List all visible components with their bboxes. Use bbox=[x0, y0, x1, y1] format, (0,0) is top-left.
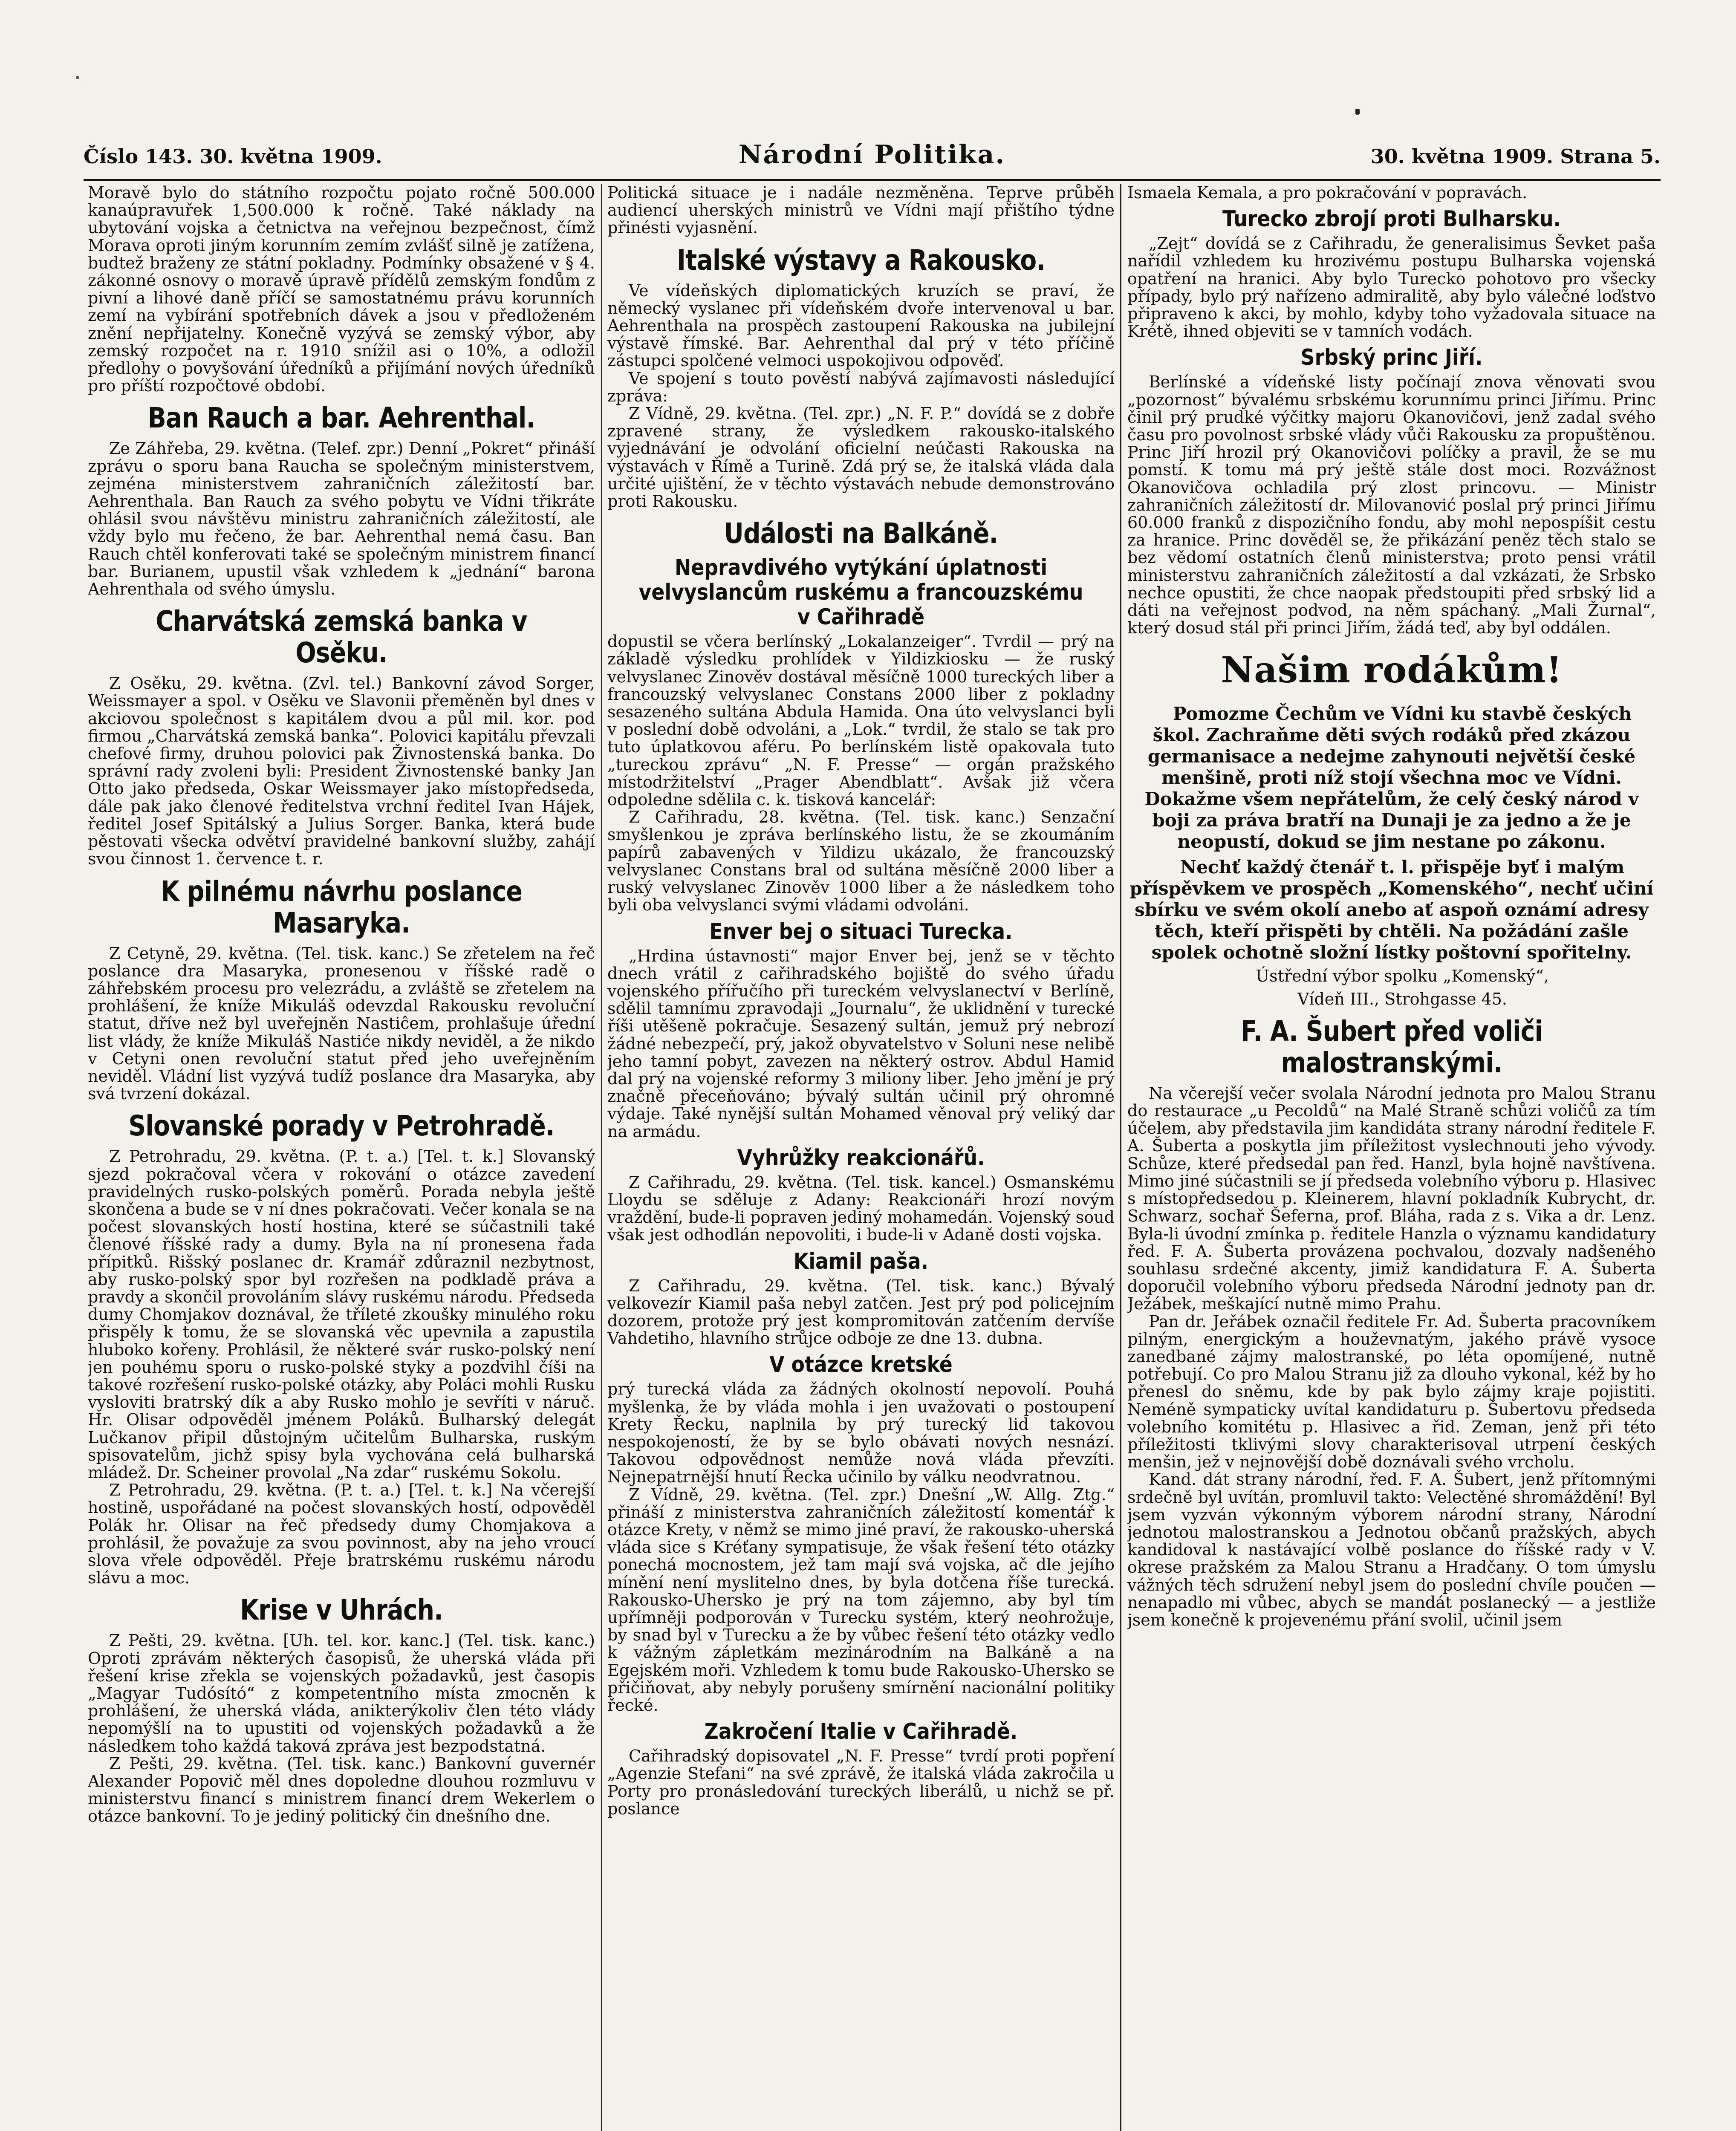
issue-number: Číslo 143. 30. května 1909. bbox=[84, 145, 382, 168]
article-paragraph: Ismaela Kemala, a pro pokračování v popravách. bbox=[1127, 184, 1528, 202]
article-paragraph: Berlínské a vídeňské listy počínají znova věnovati svou „pozornost“ bývalému srbskému korunnímu princi Jiřímu. Princ činil prý prudké výčitky majoru Okanovičovi, jenž zadal svého času pro povolnost srbské vlády vůči Rakousku za propuštěnou. Princ Jiří hrozil prý Okanovičovi políčky a pravil, že se mu pomstí. K tomu má prý ještě stále dost moci. Rozvážnost Okanovičova ochladila prý zlost princovu. — Ministr zahraničních záležitostí dr. Milovanović poslal prý princi Jiřímu 60.000 franků z dispozičního fondu, aby mohl nepospíšit cestu za hranice. Princ dověděl se, že přikázání peněz těch stalo se bez vědomí ostatních členů ministerstva; proto pensi vrátil ministerstvu zahraničních záležitostí a dal vzkázati, že Srbsko nechce opustiti, že chce naopak předstoupiti před srbský lid a dáti na veřejnost podvod, na něm spáchaný. „Mali Žurnal“, který dosud stál při princi Jiřím, žádá teď, aby byl oddálen. bbox=[1127, 372, 1656, 638]
appeal-text: Nechť každý čtenář t. l. přispěje byť i malým příspěvkem ve prospěch „Komenského“, nechť učiní sbírku ve svém okolí anebo ať aspoň oznámí adresy těch, kteří přispěti by chtěli. Na požádání zašle spolek ochotně složní lístky poštovní spořitelny. bbox=[1129, 857, 1654, 963]
article-paragraph: Politická situace je i nadále nezměněna. Teprve průběh audiencí uherských ministrů ve Vídni mají přištího týdne přinésti vyjasnění. bbox=[607, 184, 1115, 237]
article-paragraph: Z Cařihradu, 28. května. (Tel. tisk. kanc.) Senzační smyšlenkou je zpráva berlínského listu, že se zkoumáním papírů zabavených v Yildizu ukázalo, že francouzský velvyslanec Constans bral od sultána měsíčně 2000 liber a ruský velvyslanec Zinověv 1000 liber a že následkem toho byli oba velvyslanci svými vládami odvoláni. bbox=[607, 808, 1115, 915]
column-1 bbox=[88, 184, 595, 2131]
article-subheadline: V otázce kretské bbox=[769, 1352, 953, 1378]
article-headline: Krise v Uhrách. bbox=[240, 1594, 443, 1627]
appeal-headline: Našim rodákům! bbox=[1221, 649, 1563, 691]
article-paragraph: Z Osěku, 29. května. (Zvl. tel.) Bankovní závod Sorger, Weissmayer a spol. v Osěku ve Slavonii přeměněn byl dnes v akciovou společnost s kapitálem dvou a půl mil. kor. pod firmou „Charvátská zemská banka“. Polovici kapitálu převzali chefové firmy, druhou polovici pak Živnostenská banka. Do správní rady zvoleni byli: President Živnostenské banky Jan Otto jako předseda, Oskar Weissmayer jako místopředseda, dále pak jako členové ředitelstva vrchní ředitel Ivan Hájek, ředitel Josef Spitálský a Julius Sorger. Banka, která bude pěstovati všecka odvětví pravidelné bankovní služby, zahájí svou činnost 1. července t. r. bbox=[88, 674, 595, 869]
article-paragraph: Na včerejší večer svolala Národní jednota pro Malou Stranu do restaurace „u Pecoldů“ na Malé Straně schůzi voličů za tím účelem, aby představila jim kandidáta strany národní ředitele F. A. Šuberta a poskytla jim příležitost vyslechnouti jeho vývody. Schůze, které předsedal pan řed. Hanzl, byla hojně navštívena. Mimo jiné súčastnili se jí předseda volebního výboru p. Hlasivec s místopředsedou p. Kleinerem, hlavní pokladník Kubrycht, dr. Schwarz, sochař Šeferna, prof. Bláha, rada z s. Vika a dr. Lenz. Byla-li úvodní zmínka p. ředitele Hanzla o významu kandidatury řed. F. A. Šuberta provázena pochvalou, dozvaly nadšeného souhlasu srdečné akcenty, jimiž kandidatura F. A. Šuberta doporučil volebního výboru předseda Národní jednoty pan dr. Ježábek, meškající nutně mimo Prahu. bbox=[1127, 1083, 1656, 1314]
article-paragraph: prý turecká vláda za žádných okolností nepovolí. Pouhá myšlenka, že by vláda mohla i jen uvažovati o postoupení Krety Řecku, naplnila by prý turecký lid takovou nespokojeností, že by se bylo obávati nových nesnází. Takovou odpovědnost nemůže nová vláda převzíti. Nejnepatrnější hnutí Řecka učinilo by válku neodvratnou. bbox=[607, 1380, 1115, 1487]
article-paragraph: Z Cetyně, 29. května. (Tel. tisk. kanc.) Se zřetelem na řeč poslance dra Masaryka, pronesenou v říšské radě o záhřebském procesu pro velezrádu, a zvláště se zřetelem na prohlášení, že kníže Mikuláš odevzdal Rakousku revoluční statut, dříve než byl uveřejněn Nastiĉem, prohlašuje úřední list vlády, že kníže Mikuláš Nastiće nikdy neviděl, a že nikdo v Cetyni onen revoluční statut před jeho uveřejněním neviděl. Vládní list vyzývá tudíž poslance dra Masaryka, aby svá tvrzení dokázal. bbox=[88, 944, 595, 1103]
article-paragraph: Moravě bylo do státního rozpočtu pojato ročně 500.000 kanaúpravuřek 1,500.000 k ročně. Také náklady na ubytování vojska a četnictva na veřejnou bezpečnost, čímž Morava oproti jiným korunním zemím zvlášť silně je zatížena, budtež braženy ze státní pokladny. Podmínky obsažené v § 4. zákonné osnovy o moravě úpravě přídělů zemským fondům z pivní a lihové daně příčí se samostatnému právu korunních zemí na vybírání spotřebních dávek a jsou v předloženém znění nepřijatelny. Konečně vyzývá se zemský výbor, aby zemský rozpočet na r. 1910 snížil asi o 10%, a odložil předlohy o povyšování úředníků a přijímání nových úředníků pro příští rozpočtové období. bbox=[88, 184, 595, 396]
column-divider bbox=[1120, 184, 1121, 2131]
article-headline: Charvátská zemská banka v Osěku. bbox=[156, 605, 527, 670]
article-paragraph: Z Pešti, 29. května. (Tel. tisk. kanc.) Bankovní guvernér Alexander Popovič měl dnes dopoledne dlouhou rozmluvu v ministerstvu financí s ministrem financí drem Wekerlem o otázce bankovní. To je jediný politický čin dnešního dne. bbox=[88, 1754, 595, 1826]
article-subheadline: Kiamil paša. bbox=[793, 1248, 929, 1274]
article-subheadline: Turecko zbrojí proti Bulharsku. bbox=[1222, 206, 1561, 232]
article-subheadline: Nepravdivého vytýkání úplatnosti velvyslancům ruskému a francouzskému v Cařihradě bbox=[638, 555, 1083, 630]
article-paragraph: Ve vídeňských diplomatických kruzích se praví, že německý vyslanec při vídeňském dvoře intervenoval u bar. Aehrenthala na prospěch zastoupení Rakouska na jubilejní výstavě římské. Bar. Aehrenthal dal prý v této příčině zástupci spolčené velmoci uspokojivou odpověď. bbox=[607, 281, 1115, 370]
article-headline: F. A. Šubert před voliči malostranskými. bbox=[1240, 1014, 1543, 1079]
article-headline: Italské výstavy a Rakousko. bbox=[676, 243, 1046, 277]
article-subheadline: Zakročení Italie v Cařihradě. bbox=[704, 1719, 1018, 1745]
page-header bbox=[84, 137, 1661, 178]
header-rule bbox=[84, 179, 1661, 181]
article-paragraph: Z Vídně, 29. května. (Tel. zpr.) „N. F. P.“ dovídá se z dobře zpravené strany, že výsledkem rakousko-italského vyjednávání je odvolání oficielní neúčasti Rakouska na výstavách v Římě a Turině. Zdá prý se, že italská vláda dala určité ujištění, že v těchto výstavách nebude demonstrováno proti Rakousku. bbox=[607, 404, 1115, 511]
print-speck bbox=[1355, 109, 1360, 115]
article-paragraph: Z Cařihradu, 29. května. (Tel. tisk. kanc.) Bývalý velkovezír Kiamil paša nebyl zatčen. Jest prý pod policejním dozorem, protože prý jest kompromitován zatčením dervíše Vahdetiho, hlavního strůjce odboje ze dne 13. dubna. bbox=[607, 1276, 1115, 1348]
article-paragraph: Z Cařihradu, 29. května. (Tel. tisk. kancel.) Osmanskému Lloydu se sděluje z Adany: Reakcionáři hrozí novým vraždění, bude-li popraven jediný mohamedán. Vojenský soud však jest odhodlán nepovoliti, i bude-li v Adaně dosti vojska. bbox=[607, 1172, 1115, 1245]
newspaper-title: Národní Politika. bbox=[738, 140, 1006, 170]
article-subheadline: Srbský princ Jiří. bbox=[1300, 345, 1483, 371]
article-headline: Ban Rauch a bar. Aehrenthal. bbox=[147, 401, 535, 435]
appeal-text: Pomozme Čechům ve Vídni ku stavbě českých škol. Zachraňme děti svých rodáků před zkázou germanisace a nedejme zahynouti největší české menšině, proti níž stojí všechna moc ve Vídni. Dokažme všem nepřátelům, že celý český národ v boji za práva bratří na Dunaji je za jedno a že je neopustí, dokud se jim nestane po zákonu. bbox=[1144, 703, 1639, 852]
appeal-address: Vídeň III., Strohgasse 45. bbox=[1297, 989, 1508, 1008]
article-paragraph: Z Petrohradu, 29. května. (P. t. a.) [Tel. t. k.] Slovanský sjezd pokračoval včera v rokování o otázce zavedení pravidelných rusko-polských poměrů. Porada nebyla ještě skončena a bude se v ní dnes pokračovati. Večer konala se na počest slovanských hostí hostina, které se súčastnili také členové říšské rady a dumy. Byla na ní pronesena řada přípitků. Rišský poslanec dr. Kramář zdůraznil nezbytnost, aby rusko-polský spor byl rozřešen na podkladě práva a pravdy a skončil provoláním slávy ruskému národu. Předseda dumy Chomjakov doznával, že tříleté zkoušky minulého roku přispěly k tomu, že se slovanská věc upevnila a zapustila hluboko kořeny. Prohlásil, že některé svár rusko-polský není jen pouhému sporu o rusko-polské styky a pozdvihl číši na takové rozřešení rusko-polské otázky, aby Poláci mohli Rusku vysloviti bratrský dík a aby Rusko mohlo je sevříti v náruč. Hr. Olisar odpověděl jménem Poláků. Bulharský delegát Lučkanov připil důstojným učitelům Bulharska, ruským spisovatelům, jichž spisy byla vychována celá bulharská mládež. Dr. Scheiner provolal „Na zdar“ ruskému Sokolu. bbox=[88, 1147, 595, 1482]
article-paragraph: Ze Záhřeba, 29. května. (Telef. zpr.) Denní „Pokret“ přináší zprávu o sporu bana Raucha se společným ministerstvem, zejména ministerstvem zahraničních záležitostí bar. Aehrenthala. Ban Rauch za svého pobytu ve Vídni třikráte ohlásil svou návštěvu ministru zahraničních záležitostí, ale vždy bylo mu řečeno, že bar. Aehrenthal nemá času. Ban Rauch chtěl konferovati také se společným ministrem financí bar. Burianem, upustil však vzhledem k „jednání“ barona Aehrenthala od svého úmyslu. bbox=[88, 439, 595, 599]
article-paragraph: Z Vídně, 29. května. (Tel. zpr.) Dnešní „W. Allg. Ztg.“ přináší z ministerstva zahraničních záležitostí komentář k otázce Krety, v němž se mimo jiné praví, že rakousko-uherská vláda sice s Kréťany sympatisuje, že však řešení této otázky ponechá mocnostem, jež tam mají svá vojska, ač dle jejího mínění není myslitelno dnes, by byla dotčena říše turecká. Rakousko-Uhersko je prý na tom zájemno, aby byl tím upřímněji podporován v Turecku systém, který neohrožuje, by snad byl v Turecku a že by vůbec řešení této otázky vedlo k vážným zápletkám mezinárodním na Balkáně a na Egejském moři. Vzhledem k tomu bude Rakousko-Uhersko se přičiňovat, aby nebyly porušeny smírnění nacionální politiky řecké. bbox=[607, 1485, 1115, 1715]
article-paragraph: Cařihradský dopisovatel „N. F. Presse“ tvrdí proti popření „Agenzie Stefani“ na své zprávě, že italská vláda zakročila u Porty pro pronásledování tureckých liberálů, u nichž se př. poslance bbox=[607, 1747, 1115, 1818]
article-headline: Události na Balkáně. bbox=[724, 517, 998, 550]
article-paragraph: Z Pešti, 29. května. [Uh. tel. kor. kanc.] (Tel. tisk. kanc.) Oproti zprávám některých časopisů, že uherská vláda při řešení krise zřekla se vojenských požadavků, jest časopis „Magyar Tudósító“ z kompetentního místa zmocněn k prohlášení, že uherská vláda, anikterýkoliv člen této vlády nepomýšlí na to upustiti od vojenských požadavků a že následkem toho každá taková zpráva jest bezpodstatná. bbox=[88, 1631, 595, 1756]
article-paragraph: Z Petrohradu, 29. května. (P. t. a.) [Tel. t. k.] Na včerejší hostině, uspořádané na počest slovanských hostí, odpověděl Polák hr. Olisar na řeč předsedy dumy Chomjakova a prohlásil, že považuje za svou povinnost, aby na jeho vroucí slova vřele odpověděl. Přeje bratrskému ruskému národu slávu a moc. bbox=[88, 1481, 595, 1588]
article-headline: K pilnému návrhu poslance Masaryka. bbox=[160, 875, 522, 939]
column-3 bbox=[1127, 184, 1656, 2131]
article-paragraph: Kand. dát strany národní, řed. F. A. Šubert, jenž přítomnými srdečně byl uvítán, promluvil takto: Velectěné shromáždění! Byl jsem vyzván výkonným výborem národní strany, Národní jednotou malostranskou a Jednotou občanů pražských, abych kandidoval k nastávající volbě poslance do říšské rady v V. okrese pražském za Malou Stranu a Hradčany. O tom úmyslu vážných těch sdružení nebyl jsem do poslední chvíle poučen — nenapadlo mi vůbec, abych se mandát poslanecký — a jestliže jsem konečně k projevenému přání svolil, učinil jsem bbox=[1127, 1470, 1656, 1629]
article-subheadline: Enver bej o situaci Turecka. bbox=[709, 918, 1013, 944]
article-paragraph: „Zejt“ dovídá se z Cařihradu, že generalisimus Ševket paša nařídil vzhledem ku hrozivému postupu Bulharska vojenská opatření na hranici. Aby bylo Turecko pohotovo pro všecky případy, bylo prý nařízeno admiralitě, aby bylo válečné loďstvo připraveno k akci, by mohlo, kdyby toho vyžadovala situace na Krétě, ihned objeviti se v tamních vodách. bbox=[1127, 234, 1656, 341]
article-paragraph: Ve spojení s touto pověstí nabývá zajímavosti následující zpráva: bbox=[607, 369, 1115, 405]
appeal-signature: Ústřední výbor spolku „Komenský“, bbox=[1256, 967, 1549, 986]
print-speck bbox=[76, 76, 79, 79]
article-paragraph: Pan dr. Jeřábek označil ředitele Fr. Ad. Šuberta pracovníkem pilným, energickým a houževnatým, jakého právě vysoce zanedbané zájmy malostranské, po léta opomíjené, nutně potřebují. Co pro Malou Stranu již za dlouho vykonal, kéž by ho přenesl do sněmu, kde by pak bylo zájmy kraje pojistiti. Neméně sympaticky uvítal kandidaturu p. Šubertovu předseda volebního komitétu p. Hlasivec a řid. Zeman, jenž při této příležitosti tklivými slovy charakterisoval utrpení českých menšin, jež v nejnovější době doznávali svého vrcholu. bbox=[1127, 1312, 1656, 1472]
column-2 bbox=[607, 184, 1115, 2131]
article-headline: Slovanské porady v Petrohradě. bbox=[128, 1109, 555, 1143]
date-page: 30. května 1909. Strana 5. bbox=[1370, 145, 1661, 168]
article-paragraph: „Hrdina ústavnosti“ major Enver bej, jenž se v těchto dnech vrátil z cařihradského bojiště do svého úřadu vojenského přířučího při tureckém velvyslanectví v Berlíně, sdělil tamnímu zpravodaji „Journalu“, že uklidnění v turecké říši utěšeně pokračuje. Sesazený sultán, jemuž prý nebrozí žádné nebezpečí, prý, jakož obyvatelstvo v Soluni nese nelibě jeho tamní pobyt, zavezen na některý ostrov. Abdul Hamid dal prý na vojenské reformy 3 miliony liber. Jeho jmění je prý značně přeceňováno; bývalý sultán učinil prý ohromné výdaje. Také nynější sultán Mohamed věnoval prý veliký dar na armádu. bbox=[607, 946, 1115, 1141]
column-divider bbox=[601, 184, 602, 2131]
article-subheadline: Vyhrůžky reakcionářů. bbox=[737, 1145, 985, 1171]
article-paragraph: dopustil se včera berlínský „Lokalanzeiger“. Tvrdil — prý na základě výsledku prohlídek v Yildizkiosku — že ruský velvyslanec Zinověv dostával měsíčně 1000 tureckých liber a francouzský velvyslanec Constans 2000 liber z pokladny sesazeného sultána Abdula Hamida. Ona úto velvyslanci byli v poslední době odvoláni, a „Lok.“ tvrdil, že stalo se tak pro tuto úplatkovou aféru. Po berlínském listě opakovala tuto „tureckou zprávu“ „N. F. Presse“ — orgán pražského místodržitelství „Prager Abendblatt“. Avšak již včera odpoledne sdělila c. k. tisková kancelář: bbox=[607, 632, 1115, 809]
